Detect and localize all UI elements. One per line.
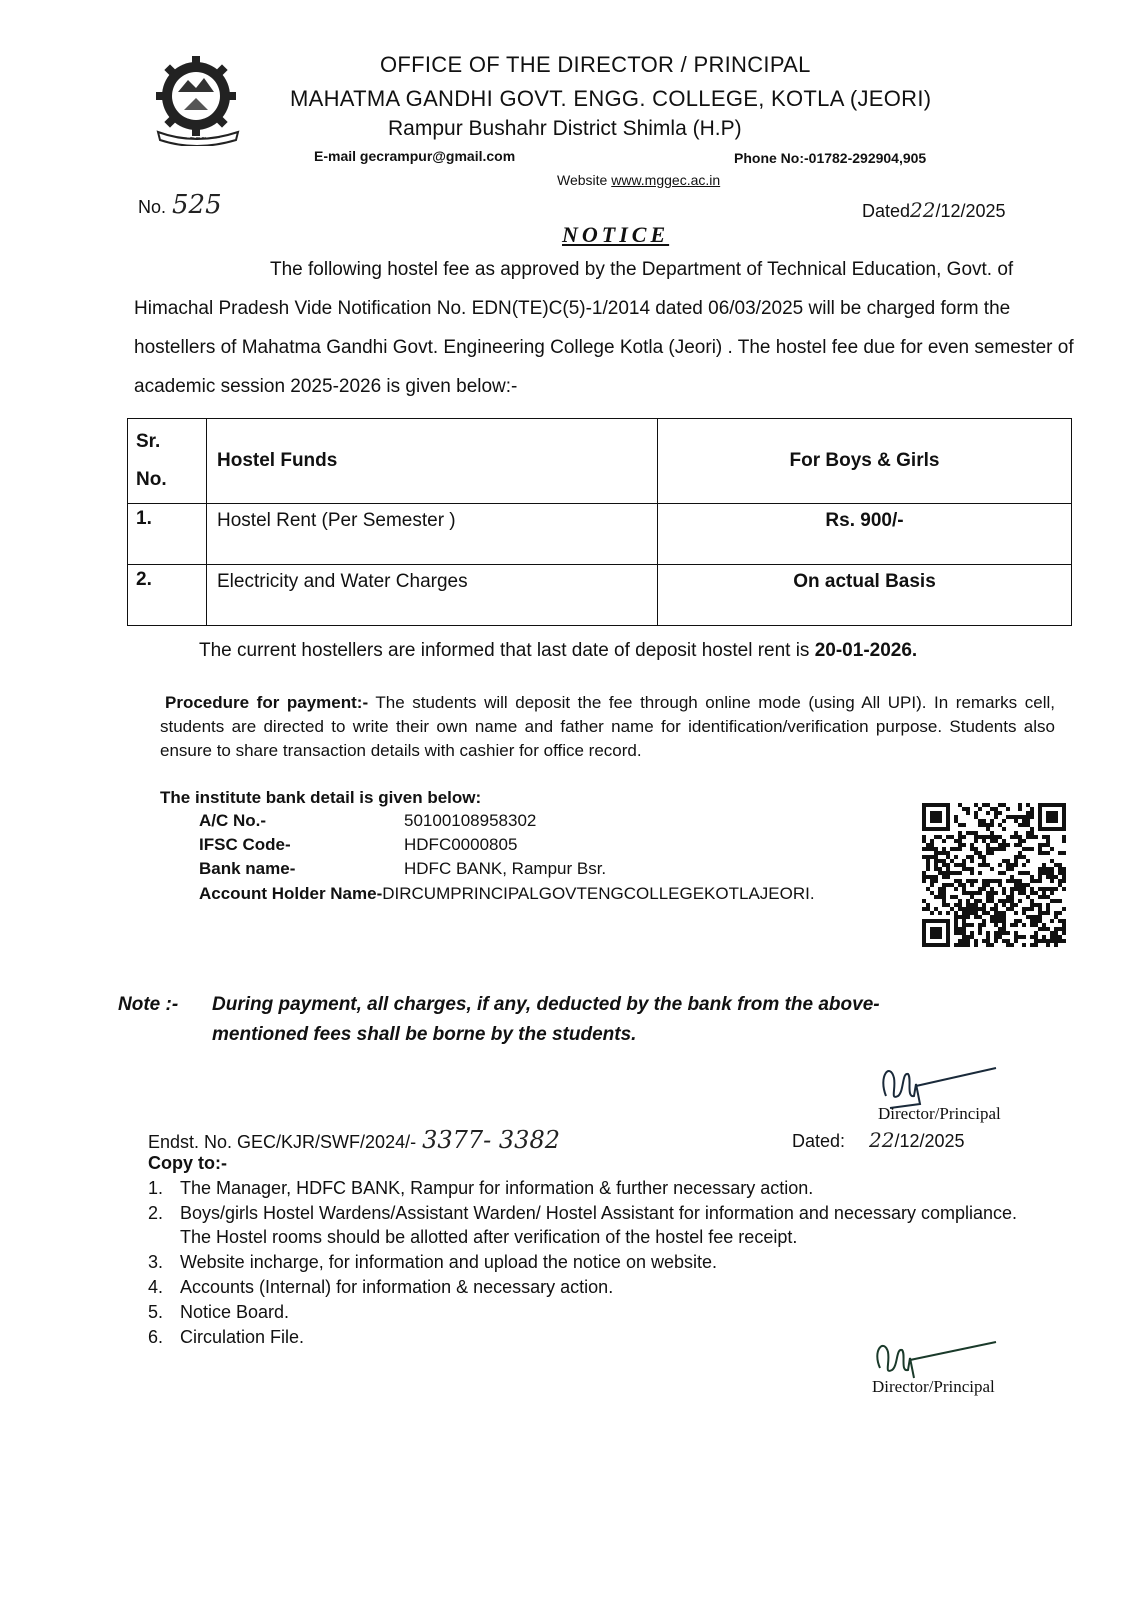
college-name: MAHATMA GANDHI GOVT. ENGG. COLLEGE, KOTLA (JEORI): [290, 86, 932, 111]
header-sr-no: Sr. No.: [128, 419, 207, 504]
bank-label: Account Holder Name-: [199, 884, 383, 903]
bank-value: DIRCUMPRINCIPALGOVTENGCOLLEGEKOTLAJEORI.: [382, 884, 815, 903]
email-line: [314, 148, 515, 164]
row-amount: On actual Basis: [658, 565, 1072, 626]
email-address[interactable]: gecrampur@gmail.com: [359, 148, 516, 164]
procedure-text: The students will deposit the fee through online mode (using All UPI). In remarks cell, students are directed to write their own name and father name for identification/verification purpose. Students also ensure to share transaction details with cashier for office record.: [160, 693, 1055, 760]
list-item: 2. Boys/girls Hostel Wardens/Assistant Warden/ Hostel Assistant for information and necessary compliance. The Hostel rooms should be allotted after verification of the hostel fee receipt.: [148, 1203, 1018, 1247]
endorsement-date: [792, 1128, 965, 1152]
table-row: [128, 504, 1072, 565]
list-item: 6. Circulation File.: [148, 1327, 305, 1347]
website-label: Website: [557, 172, 612, 188]
svg-text:~~ ~~~ ~~: ~~ ~~~ ~~: [175, 134, 221, 142]
signatory-title: Director/Principal: [872, 1377, 995, 1396]
endorsement-date-rest: /12/2025: [894, 1131, 965, 1151]
notice-date-rest: /12/2025: [935, 201, 1006, 221]
endorsement-number: [148, 1126, 560, 1154]
bank-label: A/C No.-: [199, 811, 267, 830]
notice-intro-text: The following hostel fee as approved by the Department of Technical Education, Govt. of Himachal Pradesh Vide Notification No. EDN(TE)C(5)-1/2014 dated 06/03/2025 will be charged form the hostellers of Mahatma Gandhi Govt. Engineering College Kotla (Jeori) . The hostel fee due for even semester of academic session 2025-2026 is given below:-: [134, 259, 1074, 397]
reference-number-value: 525: [172, 190, 222, 220]
hostel-fee-table: [127, 418, 1072, 626]
list-item: 1. The Manager, HDFC BANK, Rampur for information & further necessary action.: [148, 1178, 814, 1198]
copy-to-heading: Copy to:-: [148, 1153, 227, 1173]
row-fund: Electricity and Water Charges: [207, 565, 658, 626]
email-label: E-mail: [314, 148, 360, 164]
bank-value: HDFC BANK, Rampur Bsr.: [404, 859, 607, 878]
list-item: 3. Website incharge, for information and upload the notice on website.: [148, 1252, 717, 1272]
college-emblem-icon: [146, 56, 250, 146]
endorsement-date-day: 22: [869, 1128, 895, 1152]
notice-date-label: Dated: [862, 201, 911, 221]
row-fund: Hostel Rent (Per Semester ): [207, 504, 658, 565]
header-boys-girls: For Boys & Girls: [658, 419, 1072, 504]
bank-charges-note: [118, 990, 1058, 1050]
row-sr: 1.: [128, 504, 207, 565]
website-line: [557, 172, 720, 188]
copy-to-list: [148, 1176, 1048, 1350]
list-item: 4. Accounts (Internal) for information & necessary action.: [148, 1277, 614, 1297]
deadline-text: The current hostellers are informed that last date of deposit hostel rent is: [199, 640, 815, 661]
bank-row-account: [199, 811, 536, 831]
upi-qr-code-icon[interactable]: [922, 803, 1066, 947]
bank-label: Bank name-: [199, 859, 296, 878]
note-line-2: mentioned fees shall be borne by the students.: [212, 1024, 637, 1045]
row-amount: Rs. 900/-: [658, 504, 1072, 565]
notice-date-day: 22: [910, 198, 936, 222]
bank-details-heading: The institute bank detail is given below:: [160, 788, 482, 807]
table-row: [128, 565, 1072, 626]
bank-row-ifsc: [199, 835, 517, 855]
website-link[interactable]: www.mggec.ac.in: [611, 172, 721, 188]
bank-label: IFSC Code-: [199, 835, 291, 854]
notice-intro: [134, 250, 1078, 406]
header-hostel-funds: Hostel Funds: [207, 419, 658, 504]
row-sr: 2.: [128, 565, 207, 626]
payment-procedure: [160, 691, 1055, 763]
phone-number: Phone No:-01782-292904,905: [734, 150, 927, 166]
bank-value: 50100108958302: [404, 811, 537, 830]
reference-number-label: No.: [138, 197, 167, 217]
office-title: OFFICE OF THE DIRECTOR / PRINCIPAL: [380, 52, 811, 77]
procedure-label: Procedure for payment:-: [165, 693, 369, 712]
signatory-title: Director/Principal: [878, 1104, 1001, 1123]
deadline-statement: [199, 640, 917, 662]
note-label: Note :-: [118, 994, 179, 1015]
note-line-1: During payment, all charges, if any, deducted by the bank from the above-: [212, 994, 880, 1015]
list-item: 5. Notice Board.: [148, 1302, 290, 1322]
bank-value: HDFC0000805: [404, 835, 518, 854]
deadline-date: 20-01-2026.: [814, 640, 918, 661]
endorsement-range: 3377- 3382: [422, 1126, 560, 1154]
reference-number: [138, 190, 222, 220]
endorsement-label: Endst. No. GEC/KJR/SWF/2024/-: [148, 1132, 417, 1152]
bank-row-name: [199, 859, 606, 879]
table-header-row: [128, 419, 1072, 504]
college-address: Rampur Bushahr District Shimla (H.P): [388, 117, 742, 140]
bank-row-holder: [199, 884, 815, 904]
notice-title: NOTICE: [562, 222, 670, 247]
notice-date: [862, 198, 1006, 222]
endorsement-date-label: Dated:: [792, 1131, 846, 1151]
